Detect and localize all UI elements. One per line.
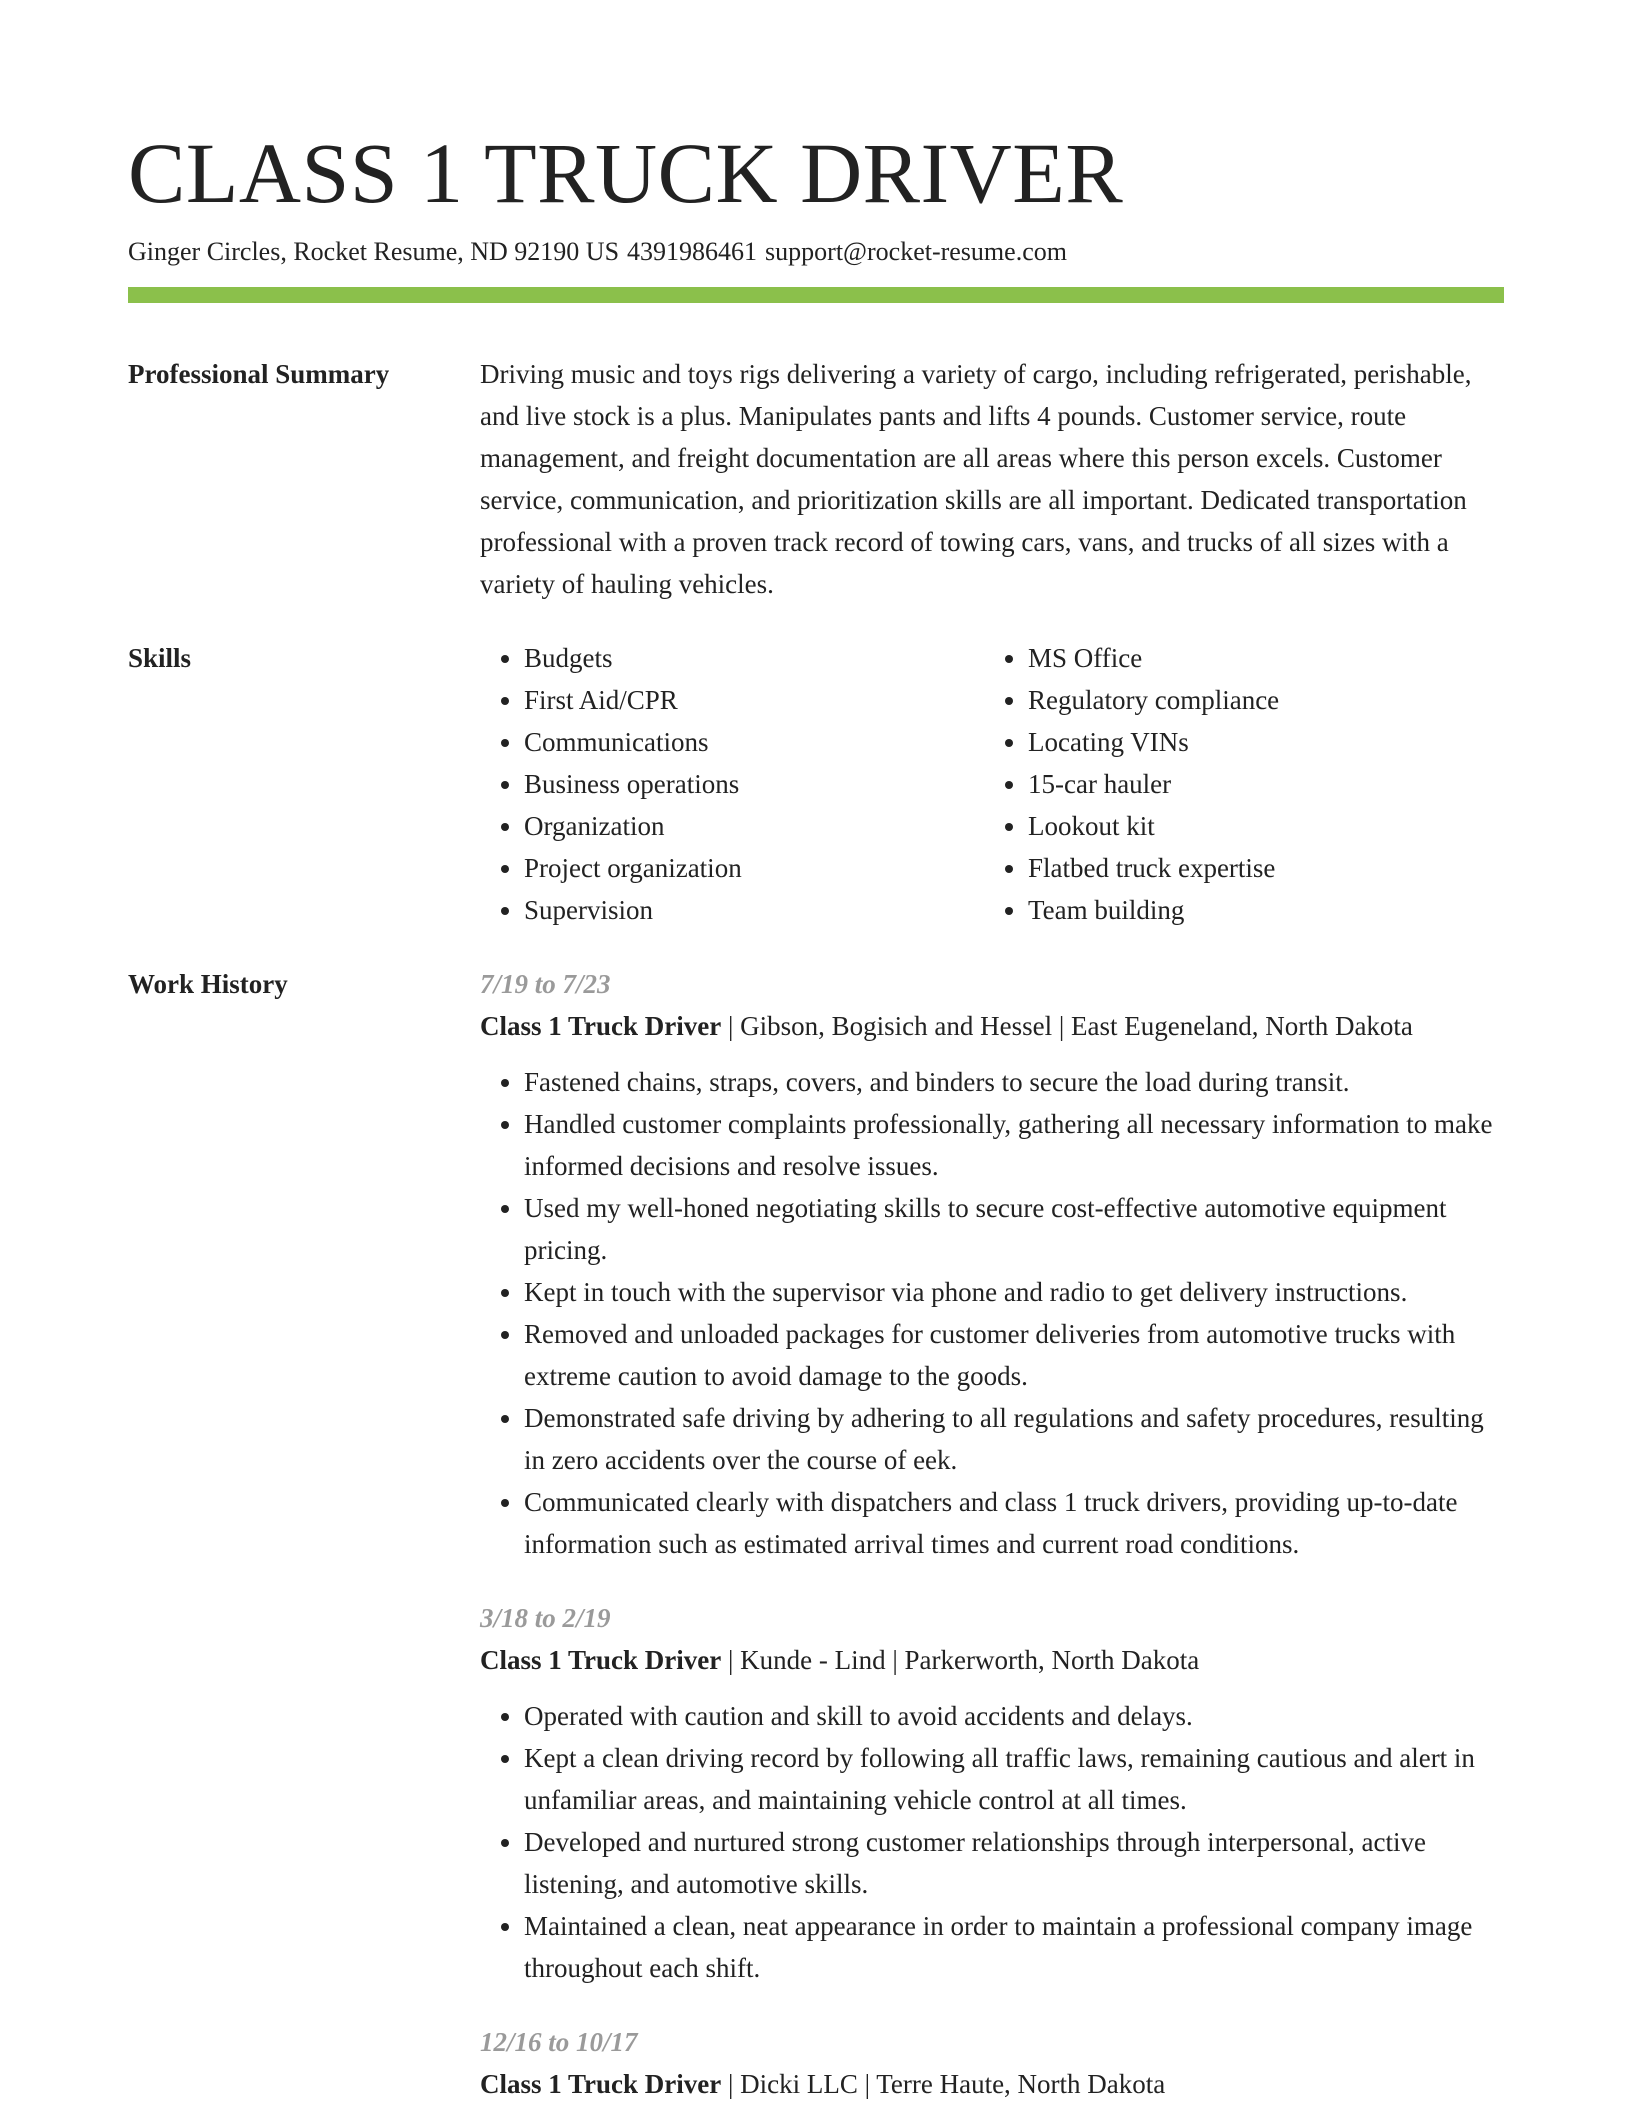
job-bullet: • Communicated clearly with dispatchers and class 1 truck drivers, providing up-to-date information such as estimated arrival times and current road conditions.	[524, 1481, 1504, 1565]
job-bullet: • Demonstrated safe driving by adhering to all regulations and safety procedures, resulting in zero accidents over the course of eek.	[524, 1397, 1504, 1481]
work-history-body	[480, 963, 1504, 2105]
job-title: Class 1 Truck Driver	[480, 1645, 722, 1675]
job-bullet: • Operated with caution and skill to avoid accidents and delays.	[524, 1695, 1504, 1737]
job-bullet: • Used my well-honed negotiating skills to secure cost-effective automotive equipment pricing.	[524, 1187, 1504, 1271]
contact-phone: 4391986461	[627, 237, 758, 266]
job-bullet: • Fastened chains, straps, covers, and binders to secure the load during transit.	[524, 1061, 1504, 1103]
job-bullet: • Maintained a clean, neat appearance in order to maintain a professional company image throughout each shift.	[524, 1905, 1504, 1989]
resume-title: CLASS 1 TRUCK DRIVER	[128, 125, 1124, 221]
work-history-heading: Work History	[128, 969, 288, 999]
skills-section	[128, 637, 1504, 931]
skills-list-left	[480, 637, 984, 931]
contact-email: support@rocket-resume.com	[765, 237, 1067, 266]
job-employer-location: | Gibson, Bogisich and Hessel | East Eugeneland, North Dakota	[721, 1011, 1413, 1041]
skill-item: • Project organization	[524, 847, 984, 889]
skills-body	[480, 637, 1504, 931]
skill-item: • MS Office	[1028, 637, 1488, 679]
skills-heading: Skills	[128, 643, 192, 673]
job-bullet: • Removed and unloaded packages for customer deliveries from automotive trucks with extreme caution to avoid damage to the goods.	[524, 1313, 1504, 1397]
job-title-line	[480, 1639, 1504, 1681]
skill-item: • Business operations	[524, 763, 984, 805]
skills-columns	[480, 637, 1504, 931]
resume-page	[128, 125, 1504, 2105]
job-bullet: • Kept in touch with the supervisor via phone and radio to get delivery instructions.	[524, 1271, 1504, 1313]
job-dates: 3/18 to 2/19	[480, 1603, 611, 1633]
contact-line	[128, 235, 1504, 269]
job-entry	[480, 2021, 1504, 2105]
job-entry	[480, 1597, 1504, 1989]
job-bullet: • Kept a clean driving record by following all traffic laws, remaining cautious and alert in unfamiliar areas, and maintaining vehicle control at all times.	[524, 1737, 1504, 1821]
job-entry	[480, 963, 1504, 1565]
summary-text: Driving music and toys rigs delivering a variety of cargo, including refrigerated, perishable, and live stock is a plus. Manipulates pants and lifts 4 pounds. Customer service, route management, and freight documentation are all areas where this person excels. Customer service, communication, and prioritization skills are all important. Dedicated transportation professional with a proven track record of towing cars, vans, and trucks of all sizes with a variety of hauling vehicles.	[480, 359, 1472, 599]
contact-address: Ginger Circles, Rocket Resume, ND 92190 US	[128, 237, 620, 266]
job-bullets	[480, 1695, 1504, 1989]
job-employer-location: | Dicki LLC | Terre Haute, North Dakota	[721, 2069, 1166, 2099]
job-title-line	[480, 2063, 1504, 2105]
job-bullet: • Handled customer complaints professionally, gathering all necessary information to make informed decisions and resolve issues.	[524, 1103, 1504, 1187]
skill-item: • Lookout kit	[1028, 805, 1488, 847]
skill-item: • Locating VINs	[1028, 721, 1488, 763]
work-history-section	[128, 963, 1504, 2105]
summary-heading: Professional Summary	[128, 359, 390, 389]
header-divider	[128, 287, 1504, 303]
skills-list-right	[984, 637, 1488, 931]
skill-item: • Flatbed truck expertise	[1028, 847, 1488, 889]
skill-item: • Organization	[524, 805, 984, 847]
skill-item: • Regulatory compliance	[1028, 679, 1488, 721]
job-dates: 12/16 to 10/17	[480, 2027, 638, 2057]
skill-item: • Budgets	[524, 637, 984, 679]
summary-section	[128, 353, 1504, 605]
job-bullets	[480, 1061, 1504, 1565]
skill-item: • Communications	[524, 721, 984, 763]
job-dates: 7/19 to 7/23	[480, 969, 611, 999]
job-bullet: • Developed and nurtured strong customer relationships through interpersonal, active listening, and automotive skills.	[524, 1821, 1504, 1905]
job-employer-location: | Kunde - Lind | Parkerworth, North Dakota	[721, 1645, 1200, 1675]
skill-item: • Supervision	[524, 889, 984, 931]
skill-item: • 15-car hauler	[1028, 763, 1488, 805]
job-title: Class 1 Truck Driver	[480, 2069, 722, 2099]
job-title-line	[480, 1005, 1504, 1047]
skill-item: • First Aid/CPR	[524, 679, 984, 721]
skill-item: • Team building	[1028, 889, 1488, 931]
job-title: Class 1 Truck Driver	[480, 1011, 722, 1041]
